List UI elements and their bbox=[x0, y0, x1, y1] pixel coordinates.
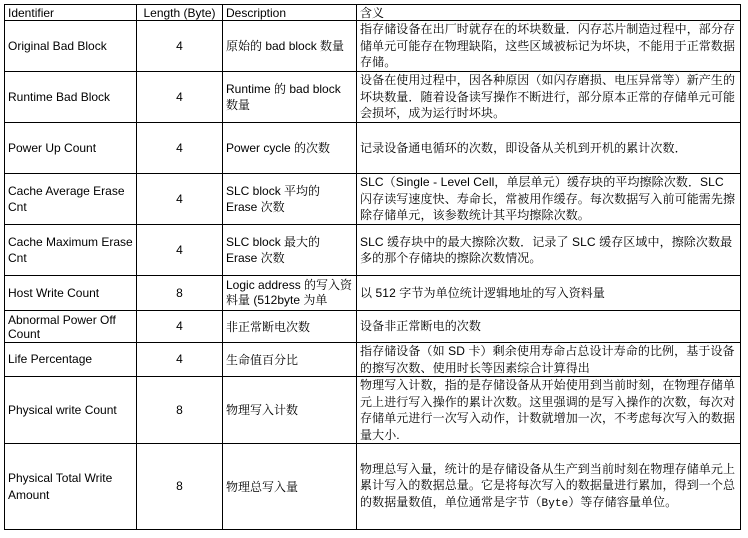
meaning-cell: 记录设备通电循环的次数，即设备从关机到开机的累计次数． bbox=[357, 123, 741, 174]
length-cell: 4 bbox=[137, 21, 223, 72]
length-cell: 4 bbox=[137, 174, 223, 225]
description-cell: 物理总写入量 bbox=[223, 444, 357, 530]
identifier-cell: Physical Total Write Amount bbox=[5, 444, 137, 530]
meaning-cell: SLC（Single - Level Cell，单层单元）缓存块的平均擦除次数．SLC 闪存读写速度快、寿命长，常被用作缓存。每次数据写入前可能需先擦除存储单元，该参数统计其平均擦除次数。 bbox=[357, 174, 741, 225]
identifier-cell: Physical write Count bbox=[5, 377, 137, 444]
length-cell: 4 bbox=[137, 72, 223, 123]
length-cell: 4 bbox=[137, 311, 223, 343]
table-row bbox=[5, 444, 741, 530]
description-cell: Runtime 的 bad block 数量 bbox=[223, 72, 357, 123]
description-cell: Logic address 的写入资料量 (512byte 为单 bbox=[223, 276, 357, 311]
table-row bbox=[5, 174, 741, 225]
meaning-cell: 设备非正常断电的次数 bbox=[357, 311, 741, 343]
header-length: Length (Byte) bbox=[137, 5, 223, 21]
identifier-cell: Cache Average Erase Cnt bbox=[5, 174, 137, 225]
identifier-cell: Abnormal Power Off Count bbox=[5, 311, 137, 343]
table-row bbox=[5, 21, 741, 72]
meaning-cell: 以 512 字节为单位统计逻辑地址的写入资料量 bbox=[357, 276, 741, 311]
description-cell: 物理写入计数 bbox=[223, 377, 357, 444]
identifier-cell: Power Up Count bbox=[5, 123, 137, 174]
length-cell: 4 bbox=[137, 225, 223, 276]
meaning-cell: SLC 缓存块中的最大擦除次数．记录了 SLC 缓存区域中，擦除次数最多的那个存储块的擦除次数情况。 bbox=[357, 225, 741, 276]
table-row bbox=[5, 276, 741, 311]
identifier-cell: Original Bad Block bbox=[5, 21, 137, 72]
meaning-cell: 物理写入计数，指的是存储设备从开始使用到当前时刻，在物理存储单元上进行写入操作的累计次数。这里强调的是写入操作的次数，每次对存储单元进行一次写入动作，计数就增加一次，不考虑每次写入的数据量大小. bbox=[357, 377, 741, 444]
header-description: Description bbox=[223, 5, 357, 21]
length-cell: 4 bbox=[137, 343, 223, 377]
description-cell: Power cycle 的次数 bbox=[223, 123, 357, 174]
identifier-cell: Runtime Bad Block bbox=[5, 72, 137, 123]
table-row bbox=[5, 343, 741, 377]
length-cell: 8 bbox=[137, 444, 223, 530]
description-cell: SLC block 最大的 Erase 次数 bbox=[223, 225, 357, 276]
meaning-cell: 设备在使用过程中，因各种原因（如闪存磨损、电压异常等）新产生的坏块数量．随着设备读写操作不断进行，部分原本正常的存储单元可能会损坏，成为运行时坏块。 bbox=[357, 72, 741, 123]
unit-text: Byte bbox=[541, 497, 569, 510]
table-row bbox=[5, 377, 741, 444]
header-meaning: 含义 bbox=[357, 5, 741, 21]
table-row bbox=[5, 123, 741, 174]
description-cell: 原始的 bad block 数量 bbox=[223, 21, 357, 72]
identifier-cell: Host Write Count bbox=[5, 276, 137, 311]
description-cell: 非正常断电次数 bbox=[223, 311, 357, 343]
meaning-text-end: ）等存储容量单位。 bbox=[568, 494, 678, 509]
meaning-cell: 指存储设备在出厂时就存在的坏块数量．闪存芯片制造过程中，部分存储单元可能存在物理缺陷，这些区域被标记为坏块，不能用于正常数据存储。 bbox=[357, 21, 741, 72]
length-cell: 8 bbox=[137, 276, 223, 311]
table-row bbox=[5, 72, 741, 123]
meaning-cell bbox=[357, 444, 741, 530]
header-row bbox=[5, 5, 741, 21]
length-cell: 8 bbox=[137, 377, 223, 444]
identifier-cell: Life Percentage bbox=[5, 343, 137, 377]
smart-attributes-table bbox=[4, 4, 741, 530]
meaning-cell: 指存储设备（如 SD 卡）剩余使用寿命占总设计寿命的比例，基于设备的擦写次数、使用时长等因素综合计算得出 bbox=[357, 343, 741, 377]
meaning-text: 物理总写入量，统计的是存储设备从生产到当前时刻在物理存储单元上累计写入的数据总量。它是将每次写入的数据量进行累加，得到一个总的数据量数值，单位通常是字节（ bbox=[360, 461, 736, 509]
table-row bbox=[5, 225, 741, 276]
header-identifier: Identifier bbox=[5, 5, 137, 21]
length-cell: 4 bbox=[137, 123, 223, 174]
identifier-cell: Cache Maximum Erase Cnt bbox=[5, 225, 137, 276]
description-cell: 生命值百分比 bbox=[223, 343, 357, 377]
table-row bbox=[5, 311, 741, 343]
description-cell: SLC block 平均的 Erase 次数 bbox=[223, 174, 357, 225]
